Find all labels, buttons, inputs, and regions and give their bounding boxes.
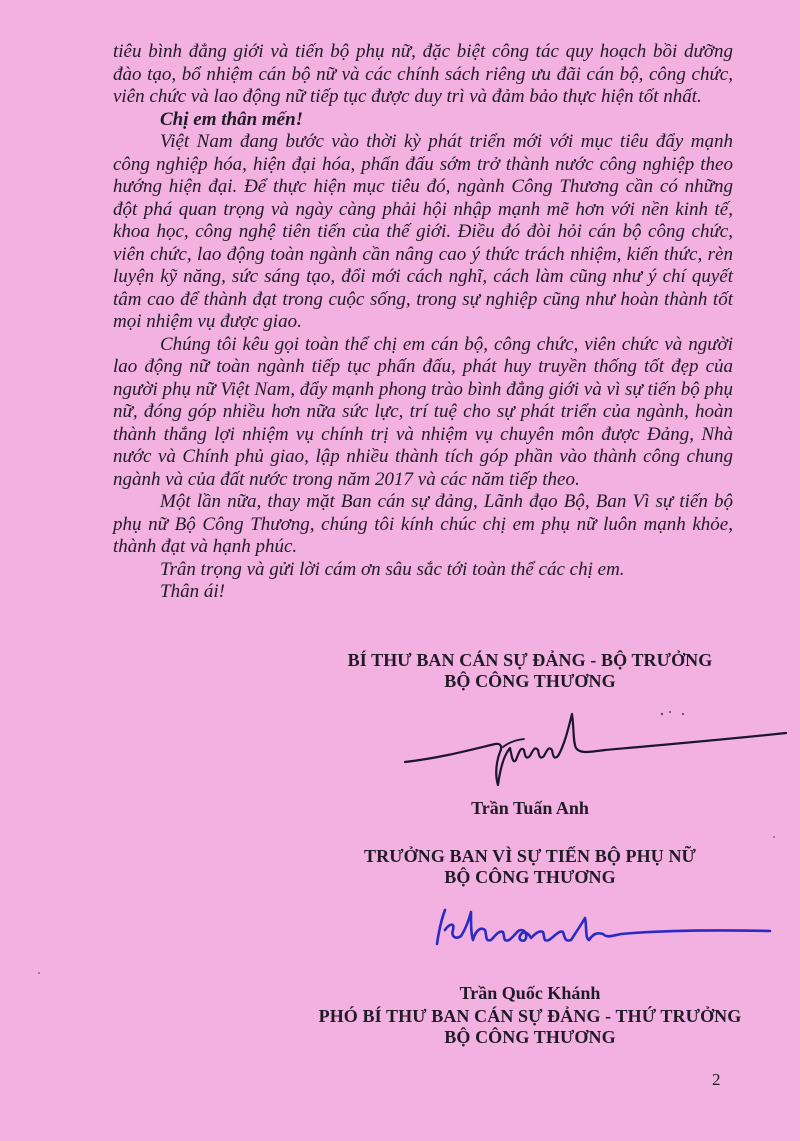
- signatory-2-title-line-2: BỘ CÔNG THƯƠNG: [444, 867, 616, 887]
- signature-2-image: [425, 900, 775, 955]
- final-title-line-1: PHÓ BÍ THƯ BAN CÁN SỰ ĐẢNG - THỨ TRƯỞNG: [318, 1006, 742, 1026]
- paper-speck: [773, 836, 775, 838]
- signatory-1-name: Trần Tuấn Anh: [471, 798, 589, 818]
- paragraph-1: Việt Nam đang bước vào thời kỳ phát triển mới với mục tiêu đẩy mạnh công nghiệp hóa, hiện đại hóa, phấn đấu sớm trở thành nước công nghiệp theo hướng hiện đại. Để thực hiện mục tiêu đó, ngành Công Thương cần có những đột phá quan trọng và ngày càng phải hội nhập mạnh mẽ hơn với nền kinh tế, khoa học, công nghệ tiên tiến của thế giới. Điều đó đòi hỏi cán bộ công chức, viên chức, lao động toàn ngành cần nâng cao ý thức trách nhiệm, kiến thức, rèn luyện kỹ năng, sức sáng tạo, đổi mới cách nghĩ, cách làm cũng như ý chí quyết tâm cao để thành đạt trong cuộc sống, trong sự nghiệp cũng như hoàn thành tốt mọi nhiệm vụ được giao.: [113, 131, 733, 332]
- signatory-1-title: [310, 650, 750, 692]
- paragraph-2: Chúng tôi kêu gọi toàn thể chị em cán bộ, công chức, viên chức và người lao động nữ toàn ngành tiếp tục phấn đấu, phát huy truyền thống tốt đẹp của người phụ nữ Việt Nam, đẩy mạnh phong trào bình đẳng giới và vì sự tiến bộ phụ nữ, đóng góp nhiều hơn nữa sức lực, trí tuệ cho sự phát triển của ngành, hoàn thành thắng lợi nhiệm vụ chính trị và nhiệm vụ chuyên môn được Đảng, Nhà nước và Chính phủ giao, lập nhiều thành tích góp phần vào thành công chung ngành và của đất nước trong năm 2017 và các năm tiếp theo.: [113, 333, 733, 490]
- signature-1-image: [400, 700, 790, 795]
- signatory-2-title-line-1: TRƯỞNG BAN VÌ SỰ TIẾN BỘ PHỤ NỮ: [364, 846, 696, 866]
- letter-body: [113, 41, 733, 604]
- paragraph-continuation: tiêu bình đẳng giới và tiến bộ phụ nữ, đặc biệt công tác quy hoạch bồi dưỡng đào tạo, bổ nhiệm cán bộ nữ và các chính sách riêng ưu đãi cán bộ, công chức, viên chức và lao động nữ tiếp tục được duy trì và đảm bảo thực hiện tốt nhất.: [113, 41, 733, 107]
- paragraph-3: Một lần nữa, thay mặt Ban cán sự đảng, Lãnh đạo Bộ, Ban Vì sự tiến bộ phụ nữ Bộ Công Thương, chúng tôi kính chúc chị em phụ nữ luôn mạnh khỏe, thành đạt và hạnh phúc.: [113, 491, 733, 557]
- signatory-2-title: [310, 846, 750, 888]
- salutation: Chị em thân mến!: [160, 108, 304, 130]
- page-number: 2: [712, 1070, 721, 1089]
- paper-speck: [38, 972, 40, 974]
- closing: Thân ái!: [160, 581, 225, 602]
- signatory-1-title-line-2: BỘ CÔNG THƯƠNG: [444, 671, 616, 691]
- signatory-1-title-line-1: BÍ THƯ BAN CÁN SỰ ĐẢNG - BỘ TRƯỞNG: [347, 650, 713, 670]
- final-title-line-2: BỘ CÔNG THƯƠNG: [444, 1027, 616, 1047]
- final-title: [310, 1006, 750, 1048]
- signatory-2-name: Trần Quốc Khánh: [459, 983, 601, 1003]
- paragraph-4: Trân trọng và gửi lời cám ơn sâu sắc tới toàn thể các chị em.: [160, 558, 625, 580]
